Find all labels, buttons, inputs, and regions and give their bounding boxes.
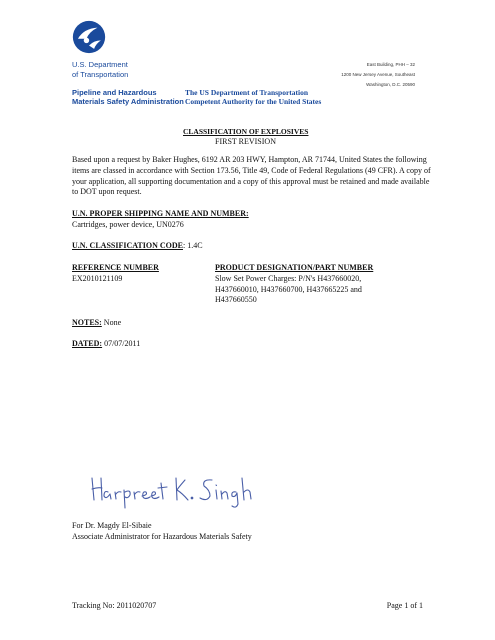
dated-heading: DATED: — [72, 339, 103, 349]
agency-name-line2: of Transportation — [72, 70, 129, 79]
product-line1: Slow Set Power Charges: P/N's H437660020, — [215, 273, 362, 283]
address-line2: 1200 New Jersey Avenue, Southeast — [341, 72, 415, 77]
classification-section — [72, 241, 432, 252]
address-line1: East Building, PHH – 32 — [366, 62, 415, 67]
tracking-number: Tracking No: 2011020707 — [72, 601, 157, 610]
document-title: CLASSIFICATION OF EXPLOSIVES — [183, 127, 309, 136]
address-line3: Washington, D.C. 20590 — [366, 82, 415, 87]
handwritten-signature — [88, 470, 278, 510]
product-heading: PRODUCT DESIGNATION/PART NUMBER — [215, 262, 374, 272]
office-name-line1: Pipeline and Hazardous — [72, 88, 157, 97]
agency-name-line1: U.S. Department — [72, 60, 128, 69]
dot-logo — [72, 20, 106, 54]
signoff-line2: Associate Administrator for Hazardous Materials Safety — [72, 532, 252, 541]
product-line3: H437660550 — [215, 295, 257, 305]
classification-value: : 1.4C — [182, 241, 203, 251]
classification-heading: U.N. CLASSIFICATION CODE — [72, 241, 183, 251]
office-name-line2: Materials Safety Administration — [72, 97, 184, 106]
product-line2: H437660010, H437660700, H437665225 and — [215, 284, 362, 294]
document-subtitle: FIRST REVISION — [215, 137, 276, 146]
shipping-value: Cartridges, power device, UN0276 — [72, 219, 184, 229]
reference-value: EX2010121109 — [72, 273, 123, 283]
shipping-heading: U.N. PROPER SHIPPING NAME AND NUMBER: — [72, 208, 249, 218]
signoff-line1: For Dr. Magdy El-Sibaie — [72, 521, 152, 530]
notes-section — [72, 318, 432, 329]
dated-section — [72, 339, 432, 350]
notes-value: None — [101, 317, 122, 327]
document-body — [72, 155, 432, 350]
authority-line2: Competent Authority for the United States — [185, 97, 322, 106]
notes-heading: NOTES: — [72, 317, 102, 327]
intro-paragraph: Based upon a request by Baker Hughes, 6192 AR 203 HWY, Hampton, AR 71744, United States the following items are classed in accordance with Section 173.56, Title 49, Code of Federal Regulations (49 CFR). A copy of your application, all supporting documentation and a copy of this approval must be retained and made available to DOT upon request. — [72, 155, 431, 197]
reference-section — [72, 263, 432, 307]
authority-line1: The US Department of Transportation — [185, 88, 309, 97]
page-number: Page 1 of 1 — [386, 601, 423, 610]
shipping-section — [72, 209, 432, 231]
reference-heading: REFERENCE NUMBER — [72, 262, 159, 272]
dated-value: 07/07/2011 — [102, 339, 141, 349]
